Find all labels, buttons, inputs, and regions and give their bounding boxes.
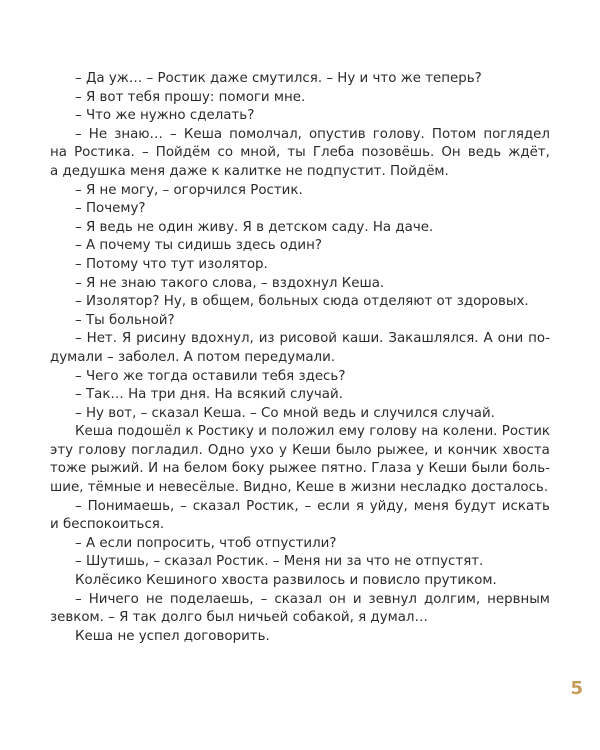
text-line: – Я не знаю такого слова, – вздохнул Кеша. xyxy=(75,275,385,291)
text-line: – Нет. Я рисину вдохнул, из рисовой каши. Закашлялся. А они по- xyxy=(75,331,550,347)
page-number: 5 xyxy=(570,678,583,699)
text-line: – А почему ты сидишь здесь один? xyxy=(75,238,322,254)
text-line: зевком. – Я так долго был ничьей собакой, я думал… xyxy=(50,610,428,626)
text-line: думали – заболел. А потом передумали. xyxy=(50,349,336,365)
text-line: – Ты больной? xyxy=(75,312,175,328)
text-line: – Почему? xyxy=(75,201,146,217)
text-line: – Так… На три дня. На всякий случай. xyxy=(75,387,343,403)
text-line: – Что же нужно сделать? xyxy=(75,108,255,124)
text-line: – Ничего не поделаешь, – сказал он и зевнул долгим, нервным xyxy=(75,591,550,607)
text-line: – А если попросить, чтоб отпустили? xyxy=(75,535,337,551)
text-line: – Ну вот, – сказал Кеша. – Со мной ведь и случился случай. xyxy=(75,405,495,421)
text-line: а дедушка меня даже к калитке не подпустит. Пойдём. xyxy=(50,163,449,179)
text-line: – Чего же тогда оставили тебя здесь? xyxy=(75,368,346,384)
book-page-text xyxy=(50,70,550,646)
text-line: – Изолятор? Ну, в общем, больных сюда отделяют от здоровых. xyxy=(75,294,529,310)
text-line: эту голову погладил. Одно ухо у Кеши было рыжее, и кончик хвоста xyxy=(50,442,550,458)
text-line: – Потому что тут изолятор. xyxy=(75,256,268,272)
text-line: – Я не могу, – огорчился Ростик. xyxy=(75,182,303,198)
text-line: – Я вот тебя прошу: помоги мне. xyxy=(75,89,306,105)
text-line: на Ростика. – Пойдём со мной, ты Глеба позовёшь. Он ведь ждёт, xyxy=(50,145,550,161)
text-line: и беспокоиться. xyxy=(50,517,165,533)
text-line: – Я ведь не один живу. Я в детском саду. На даче. xyxy=(75,219,434,235)
text-line: тоже рыжий. И на белом боку рыжее пятно. Глаза у Кеши были боль- xyxy=(50,461,550,477)
text-line: – Не знаю… – Кеша помолчал, опустив голову. Потом поглядел xyxy=(75,126,550,142)
text-line: Колёсико Кешиного хвоста развилось и повисло прутиком. xyxy=(75,573,497,589)
text-line: – Шутишь, – сказал Ростик. – Меня ни за что не отпустят. xyxy=(75,554,484,570)
text-line: Кеша подошёл к Ростику и положил ему голову на колени. Ростик xyxy=(75,424,550,440)
text-line: – Понимаешь, – сказал Ростик, – если я уйду, меня будут искать xyxy=(75,498,550,514)
text-line: шие, тёмные и невесёлые. Видно, Кеше в жизни несладко досталось. xyxy=(50,480,549,496)
text-line: Кеша не успел договорить. xyxy=(75,628,270,644)
text-line: – Да уж… – Ростик даже смутился. – Ну и что же теперь? xyxy=(75,71,482,86)
